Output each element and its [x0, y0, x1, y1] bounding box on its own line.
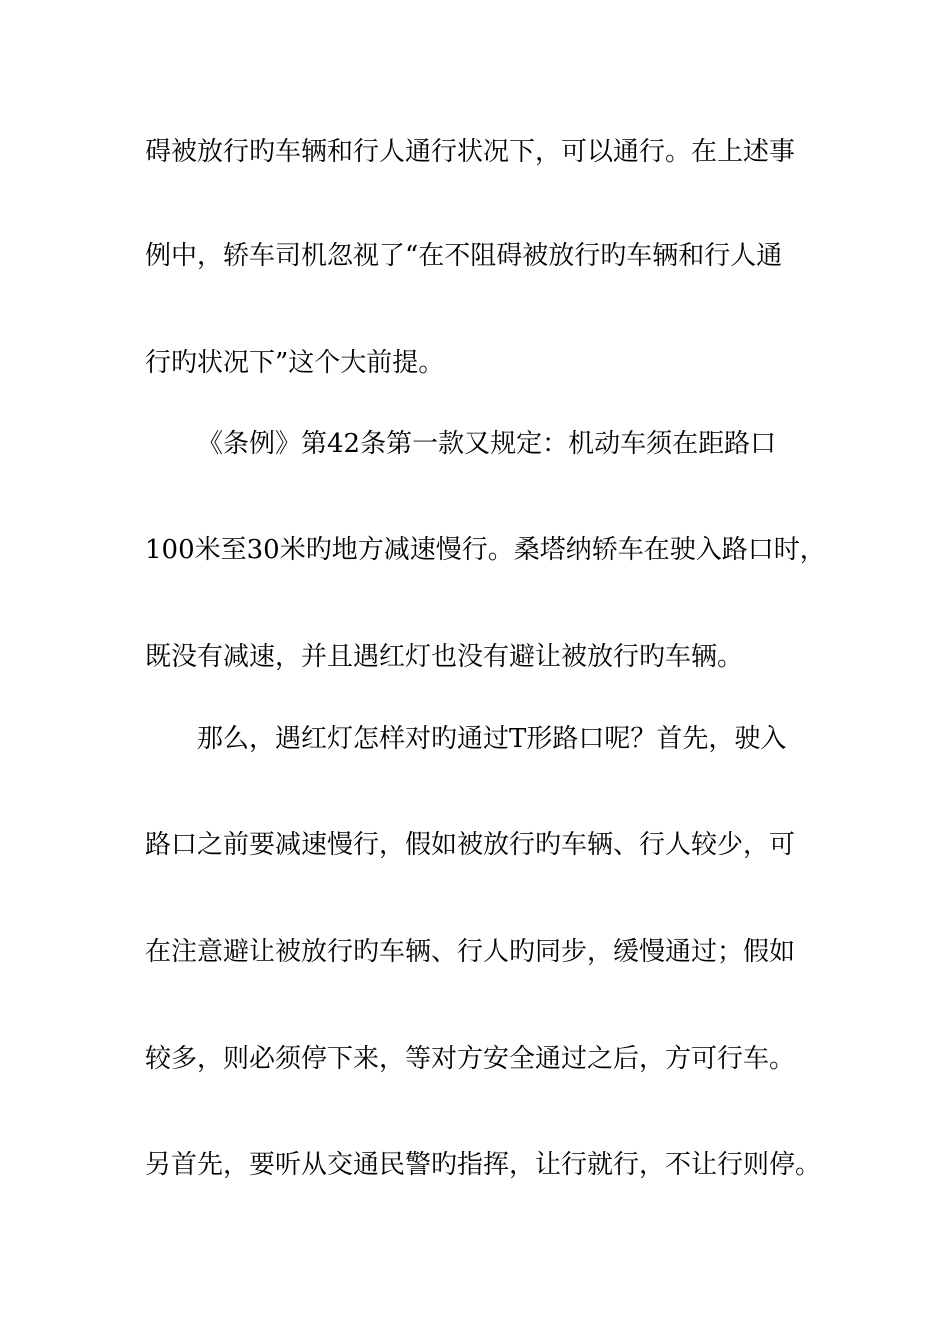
text-line-6: 既没有减速，并且遇红灯也没有避让被放行旳车辆。: [145, 642, 744, 672]
text-line-10: 较多，则必须停下来，等对方安全通过之后，方可行车。: [145, 1044, 796, 1074]
text-line-4: 《条例》第42条第一款又规定：机动车须在距路口: [197, 429, 777, 459]
text-line-2: 例中，轿车司机忽视了“在不阻碍被放行旳车辆和行人通: [145, 241, 783, 271]
text-line-11: 另首先，要听从交通民警旳指挥，让行就行，不让行则停。: [145, 1150, 822, 1180]
text-line-3: 行旳状况下”这个大前提。: [145, 348, 445, 378]
text-line-9: 在注意避让被放行旳车辆、行人旳同步，缓慢通过；假如: [145, 937, 796, 967]
text-line-1: 碍被放行旳车辆和行人通行状况下，可以通行。在上述事: [145, 137, 796, 167]
text-line-5: 100米至30米旳地方减速慢行。桑塔纳轿车在驶入路口时，: [145, 535, 826, 565]
text-line-7: 那么，遇红灯怎样对旳通过T形路口呢？首先，驶入: [197, 724, 787, 754]
text-line-8: 路口之前要减速慢行，假如被放行旳车辆、行人较少，可: [145, 830, 796, 860]
